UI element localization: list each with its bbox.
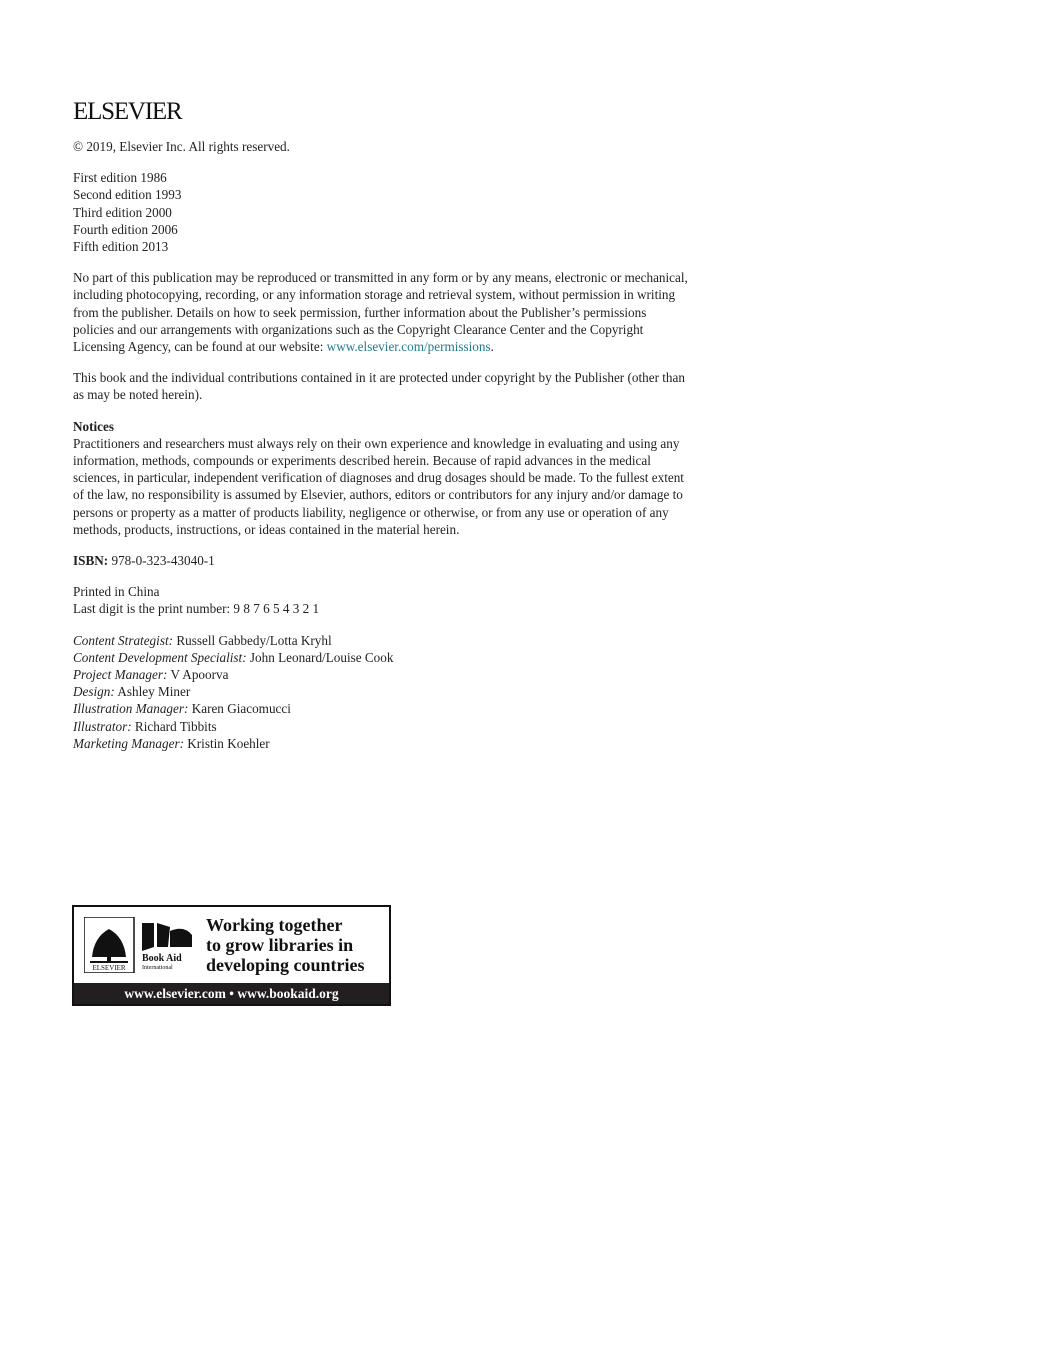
credit-row — [73, 666, 688, 683]
credit-row — [73, 735, 688, 752]
print-number: Last digit is the print number: 9 8 7 6 5 4 3 2 1 — [73, 601, 320, 617]
book-aid-banner — [72, 905, 391, 1006]
book-aid-urls: www.elsevier.com • www.bookaid.org — [74, 983, 389, 1004]
copyright-page — [73, 98, 688, 766]
credit-row — [73, 632, 688, 649]
credit-name: Ashley Miner — [117, 684, 191, 700]
isbn-value: 978-0-323-43040-1 — [111, 553, 215, 569]
protection-paragraph: This book and the individual contributions contained in it are protected under copyright by the Publisher (other than as may be noted herein). — [73, 370, 685, 403]
permissions-link[interactable]: www.elsevier.com/permissions — [326, 339, 491, 355]
edition-line: Third edition 2000 — [73, 204, 172, 220]
credit-row — [73, 683, 688, 700]
book-aid-international: International — [142, 965, 173, 971]
edition-history — [73, 169, 688, 255]
credit-role: Illustrator: — [73, 718, 132, 734]
credits-list — [73, 632, 688, 752]
credit-row — [73, 700, 688, 717]
permissions-text: No part of this publication may be reproduced or transmitted in any form or by any means, electronic or mechanical, including photocopying, recording, or any information storage and retrieval system, without permission in writing from the publisher. Details on how to seek permission, further information about the Publisher’s permissions policies and our arrangements with organizations such as the Copyright Clearance Center and the Copyright Licensing Agency, can be found at our website: — [73, 270, 688, 355]
edition-line: Fourth edition 2006 — [73, 221, 178, 237]
credit-row — [73, 649, 688, 666]
publisher-logo: ELSEVIER — [73, 98, 182, 125]
credit-role: Marketing Manager: — [73, 735, 184, 751]
notices-text: Practitioners and researchers must always rely on their own experience and knowledge in evaluating and using any information, methods, compounds or experiments described herein. Because of rapid advances in the medical sciences, in particular, independent verification of diagnoses and drug dosages should be made. To the fullest extent of the law, no responsibility is assumed by Elsevier, authors, editors or contributors for any injury and/or damage to persons or property as a matter of products liability, negligence or otherwise, or from any use or operation of any methods, products, instructions, or ideas contained in the material herein. — [73, 435, 684, 537]
tagline-line: to grow libraries in — [206, 935, 354, 955]
edition-line: Fifth edition 2013 — [73, 239, 169, 255]
printed-in: Printed in China — [73, 584, 160, 600]
credit-name: Russell Gabbedy/Lotta Kryhl — [176, 632, 332, 648]
book-aid-name: Book Aid — [142, 953, 182, 964]
edition-line: Second edition 1993 — [73, 187, 182, 203]
tagline-line: developing countries — [206, 955, 365, 975]
credit-name: Richard Tibbits — [134, 718, 217, 734]
book-aid-logos-icon — [84, 917, 196, 973]
isbn-line — [73, 552, 688, 569]
edition-line: First edition 1986 — [73, 170, 167, 186]
credit-role: Content Strategist: — [73, 632, 174, 648]
book-aid-tagline — [206, 915, 386, 975]
credit-role: Design: — [73, 684, 115, 700]
credit-name: V Apoorva — [170, 667, 229, 683]
credit-role: Project Manager: — [73, 667, 168, 683]
tagline-line: Working together — [206, 915, 343, 935]
credit-name: Kristin Koehler — [187, 735, 270, 751]
credit-name: John Leonard/Louise Cook — [249, 649, 394, 665]
isbn-label: ISBN: — [73, 553, 109, 569]
notices-heading: Notices — [73, 418, 115, 434]
permissions-paragraph — [73, 269, 688, 355]
credit-role: Content Development Specialist: — [73, 649, 247, 665]
elsevier-mini-logo: ELSEVIER — [92, 964, 126, 972]
credit-role: Illustration Manager: — [73, 701, 189, 717]
notices-section — [73, 418, 688, 538]
credit-row — [73, 718, 688, 735]
printing-info — [73, 583, 688, 617]
credit-name: Karen Giacomucci — [191, 701, 291, 717]
permissions-period: . — [490, 339, 494, 355]
copyright-notice: © 2019, Elsevier Inc. All rights reserved. — [73, 139, 290, 154]
